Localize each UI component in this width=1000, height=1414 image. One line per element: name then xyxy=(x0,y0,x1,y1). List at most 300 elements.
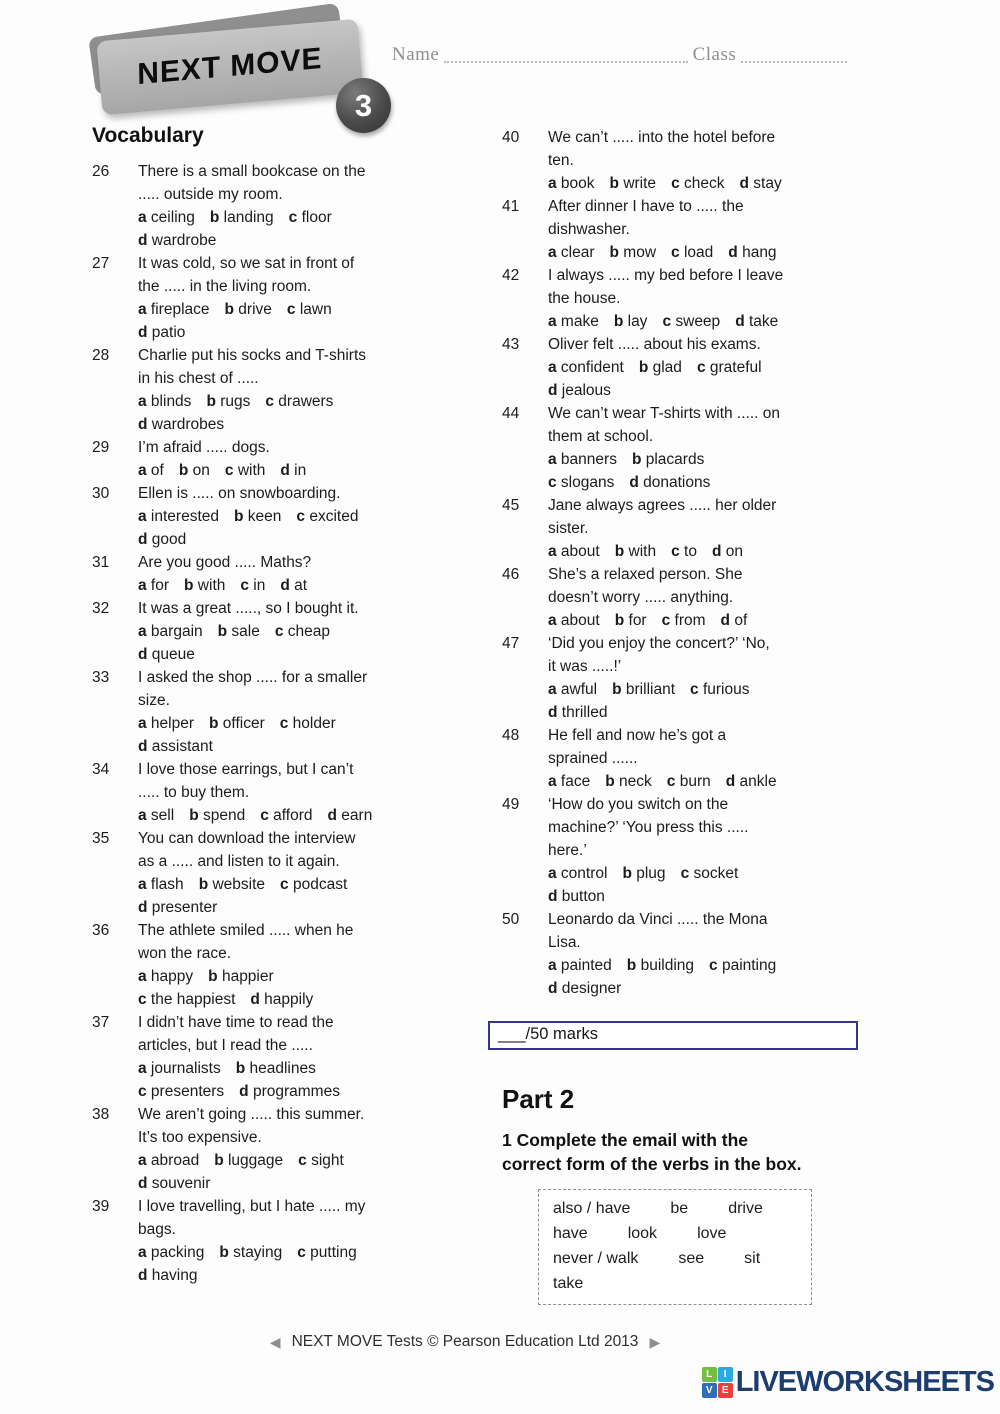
option-item xyxy=(208,968,273,985)
option-letter: d xyxy=(711,543,722,560)
option-letter: a xyxy=(548,451,557,468)
option-letter: d xyxy=(138,646,148,663)
option-letter: b xyxy=(614,612,625,629)
question-number: 26 xyxy=(92,163,110,180)
option-text: of xyxy=(730,612,748,629)
option-item xyxy=(225,301,272,318)
question-stem-line: Lisa. xyxy=(548,934,581,951)
option-letter: d xyxy=(548,888,558,905)
verb-box-row xyxy=(553,1221,811,1246)
option-item xyxy=(280,715,336,732)
question-options-line xyxy=(548,609,878,632)
question-body xyxy=(548,126,878,195)
question-item xyxy=(92,1103,468,1195)
question-body xyxy=(138,344,468,436)
option-text: with xyxy=(193,577,226,594)
option-item xyxy=(548,681,597,698)
option-text: ankle xyxy=(735,773,777,790)
questions-left xyxy=(92,160,468,1287)
option-letter: a xyxy=(138,968,147,985)
question-stem-line: It’s too expensive. xyxy=(138,1129,262,1146)
option-item xyxy=(138,1152,199,1169)
level-badge: 3 xyxy=(336,78,391,133)
option-text: of xyxy=(146,462,164,479)
question-item xyxy=(502,632,878,724)
option-text: slogans xyxy=(556,474,615,491)
verb-item: never / walk xyxy=(553,1250,639,1267)
option-item xyxy=(138,646,195,663)
question-number: 44 xyxy=(502,405,520,422)
question-options-line xyxy=(548,885,878,908)
question-body xyxy=(548,724,878,793)
option-text: happier xyxy=(217,968,274,985)
right-column xyxy=(498,126,878,1305)
option-text: interested xyxy=(146,508,220,525)
option-item xyxy=(138,324,185,341)
left-column xyxy=(92,124,468,1287)
question-options-line xyxy=(138,574,468,597)
option-text: clear xyxy=(556,244,595,261)
question-stem-line: We can’t ..... into the hotel before xyxy=(548,129,776,146)
option-item xyxy=(709,957,776,974)
option-letter: c xyxy=(680,865,690,882)
option-item xyxy=(548,957,612,974)
question-options-line xyxy=(138,1241,468,1264)
option-text: helper xyxy=(146,715,195,732)
option-item xyxy=(138,1267,197,1284)
option-item xyxy=(250,991,313,1008)
option-letter: c xyxy=(671,244,680,261)
option-letter: a xyxy=(138,1244,147,1261)
option-text: the happiest xyxy=(146,991,236,1008)
question-item xyxy=(92,482,468,551)
question-options-line xyxy=(138,321,468,344)
option-letter: c xyxy=(296,508,306,525)
option-item xyxy=(667,773,711,790)
option-letter: c xyxy=(240,577,249,594)
option-letter: d xyxy=(720,612,731,629)
question-options-line xyxy=(548,241,878,264)
option-letter: d xyxy=(548,704,558,721)
option-text: to xyxy=(679,543,697,560)
verb-item: also / have xyxy=(553,1200,631,1217)
option-item xyxy=(662,313,720,330)
option-text: face xyxy=(556,773,591,790)
option-letter: b xyxy=(234,508,244,525)
option-text: souvenir xyxy=(147,1175,211,1192)
option-text: podcast xyxy=(288,876,348,893)
option-letter: b xyxy=(638,359,649,376)
question-number: 34 xyxy=(92,761,110,778)
question-options-line xyxy=(138,873,468,896)
question-stem-line: It was cold, so we sat in front of xyxy=(138,255,355,272)
option-text: sweep xyxy=(671,313,721,330)
option-letter: a xyxy=(548,957,557,974)
option-item xyxy=(239,1083,340,1100)
question-body xyxy=(138,1103,468,1195)
option-text: happy xyxy=(146,968,194,985)
question-item xyxy=(502,724,878,793)
option-letter: d xyxy=(138,232,148,249)
option-text: headlines xyxy=(245,1060,316,1077)
question-stem-line: We aren’t going ..... this summer. xyxy=(138,1106,365,1123)
question-number: 29 xyxy=(92,439,110,456)
option-text: socket xyxy=(689,865,739,882)
option-text: sight xyxy=(306,1152,344,1169)
option-text: on xyxy=(721,543,743,560)
option-text: drawers xyxy=(274,393,334,410)
option-item xyxy=(236,1060,316,1077)
question-stem-line: in his chest of ..... xyxy=(138,370,259,387)
option-text: banners xyxy=(556,451,617,468)
option-text: mow xyxy=(619,244,657,261)
option-text: from xyxy=(670,612,706,629)
option-letter: d xyxy=(138,416,148,433)
question-options-line xyxy=(138,988,468,1011)
option-text: floor xyxy=(297,209,332,226)
option-letter: c xyxy=(662,313,672,330)
question-stem-line: articles, but I read the ..... xyxy=(138,1037,313,1054)
option-text: afford xyxy=(268,807,313,824)
option-item xyxy=(610,175,657,192)
question-stem-line: machine?’ ‘You press this ..... xyxy=(548,819,749,836)
option-text: make xyxy=(556,313,599,330)
question-number: 33 xyxy=(92,669,110,686)
option-item xyxy=(138,807,174,824)
option-text: excited xyxy=(305,508,359,525)
option-item xyxy=(697,359,762,376)
option-text: in xyxy=(249,577,266,594)
option-letter: d xyxy=(138,738,148,755)
option-text: plug xyxy=(631,865,666,882)
option-item xyxy=(548,175,595,192)
option-item xyxy=(627,957,694,974)
liveworksheets-logo[interactable] xyxy=(702,1366,994,1399)
option-letter: c xyxy=(279,715,289,732)
option-text: drive xyxy=(234,301,272,318)
option-item xyxy=(280,577,307,594)
question-item xyxy=(92,597,468,666)
option-text: presenter xyxy=(147,899,218,916)
option-text: website xyxy=(208,876,266,893)
option-item xyxy=(289,209,332,226)
question-item xyxy=(502,333,878,402)
option-text: building xyxy=(636,957,695,974)
question-body xyxy=(138,827,468,919)
option-item xyxy=(138,508,219,525)
question-options-line xyxy=(138,390,468,413)
option-item xyxy=(138,209,195,226)
question-options-line xyxy=(138,413,468,436)
question-options-line xyxy=(138,643,468,666)
option-item xyxy=(138,899,217,916)
question-options-line xyxy=(138,206,468,229)
option-text: on xyxy=(188,462,210,479)
option-text: holder xyxy=(288,715,336,732)
option-item xyxy=(548,980,621,997)
question-stem-line: ..... to buy them. xyxy=(138,784,250,801)
option-letter: a xyxy=(138,462,147,479)
option-text: rugs xyxy=(215,393,251,410)
question-body xyxy=(138,666,468,758)
option-letter: d xyxy=(138,324,148,341)
option-item xyxy=(610,244,657,261)
option-item xyxy=(138,968,193,985)
question-number: 41 xyxy=(502,198,520,215)
option-text: earn xyxy=(336,807,373,824)
option-letter: d xyxy=(739,175,749,192)
question-item xyxy=(92,758,468,827)
option-item xyxy=(605,773,652,790)
part2-title: Part 2 xyxy=(502,1084,575,1114)
option-letter: d xyxy=(250,991,260,1008)
option-item xyxy=(548,704,607,721)
part2-instruction-line: correct form of the verbs in the box. xyxy=(502,1154,802,1174)
option-letter: d xyxy=(280,577,290,594)
question-body xyxy=(138,436,468,482)
verb-item: look xyxy=(627,1225,658,1242)
option-letter: b xyxy=(198,876,209,893)
option-text: presenters xyxy=(146,1083,225,1100)
option-item xyxy=(265,393,333,410)
option-item xyxy=(639,359,682,376)
verb-box-row xyxy=(553,1246,811,1271)
option-text: staying xyxy=(228,1244,283,1261)
option-letter: c xyxy=(297,1244,306,1261)
option-item xyxy=(138,416,224,433)
marks-box xyxy=(488,1021,858,1050)
option-letter: b xyxy=(184,577,194,594)
question-item xyxy=(502,908,878,1000)
question-stem-line: here.’ xyxy=(548,842,587,859)
option-letter: a xyxy=(138,1152,147,1169)
option-letter: b xyxy=(609,244,619,261)
option-text: patio xyxy=(147,324,186,341)
question-number: 48 xyxy=(502,727,520,744)
question-stem-line: dishwasher. xyxy=(548,221,630,238)
question-number: 38 xyxy=(92,1106,110,1123)
option-text: about xyxy=(556,543,600,560)
question-options-line xyxy=(138,1172,468,1195)
option-item xyxy=(328,807,373,824)
option-item xyxy=(681,865,739,882)
question-options-line xyxy=(548,540,878,563)
question-stem-line: Jane always agrees ..... her older xyxy=(548,497,777,514)
option-letter: d xyxy=(138,1175,148,1192)
question-options-line xyxy=(138,298,468,321)
option-letter: c xyxy=(265,393,274,410)
option-text: queue xyxy=(147,646,195,663)
question-options-line xyxy=(138,1264,468,1287)
question-options-line xyxy=(138,528,468,551)
option-item xyxy=(234,508,281,525)
option-letter: c xyxy=(548,474,557,491)
question-item xyxy=(92,551,468,597)
option-letter: c xyxy=(288,209,298,226)
verb-item: take xyxy=(553,1275,584,1292)
option-item xyxy=(671,244,713,261)
question-stem-line: doesn’t worry ..... anything. xyxy=(548,589,734,606)
option-letter: b xyxy=(189,807,199,824)
footer-text: NEXT MOVE Tests © Pearson Education Ltd 2013 xyxy=(291,1333,639,1350)
question-options-line xyxy=(138,620,468,643)
option-text: sell xyxy=(146,807,175,824)
option-item xyxy=(298,1152,344,1169)
option-text: programmes xyxy=(248,1083,340,1100)
option-text: keen xyxy=(243,508,282,525)
option-text: ceiling xyxy=(146,209,195,226)
option-letter: a xyxy=(138,807,147,824)
logo-tile-i: I xyxy=(718,1367,733,1382)
option-text: landing xyxy=(219,209,274,226)
option-letter: b xyxy=(217,623,228,640)
option-item xyxy=(671,175,724,192)
option-letter: b xyxy=(214,1152,224,1169)
question-stem-line: it was .....!’ xyxy=(548,658,622,675)
option-letter: d xyxy=(548,382,558,399)
option-letter: d xyxy=(138,1267,148,1284)
question-number: 36 xyxy=(92,922,110,939)
question-number: 40 xyxy=(502,129,520,146)
option-text: for xyxy=(146,577,170,594)
option-letter: b xyxy=(224,301,234,318)
question-item xyxy=(502,793,878,908)
question-item xyxy=(502,563,878,632)
option-text: neck xyxy=(614,773,652,790)
option-item xyxy=(138,1060,221,1077)
question-body xyxy=(548,494,878,563)
option-letter: c xyxy=(690,681,699,698)
option-text: hang xyxy=(737,244,777,261)
option-text: awful xyxy=(556,681,598,698)
option-text: fireplace xyxy=(146,301,210,318)
option-letter: b xyxy=(622,865,632,882)
prev-page-icon: ◀ xyxy=(269,1334,281,1350)
option-letter: a xyxy=(548,773,557,790)
question-number: 31 xyxy=(92,554,110,571)
option-text: painting xyxy=(717,957,777,974)
option-letter: d xyxy=(280,462,290,479)
option-text: glad xyxy=(648,359,682,376)
option-letter: b xyxy=(613,313,624,330)
question-number: 45 xyxy=(502,497,520,514)
logo-tile-v: V xyxy=(702,1383,717,1398)
question-item xyxy=(92,919,468,1011)
question-options-line xyxy=(138,804,468,827)
option-text: painted xyxy=(556,957,612,974)
option-item xyxy=(297,1244,356,1261)
option-item xyxy=(629,474,710,491)
option-item xyxy=(548,382,611,399)
option-letter: b xyxy=(631,451,642,468)
option-item xyxy=(138,738,213,755)
option-item xyxy=(184,577,225,594)
option-text: load xyxy=(679,244,714,261)
name-class-row xyxy=(392,44,847,66)
option-letter: a xyxy=(548,313,557,330)
option-item xyxy=(138,1175,210,1192)
option-letter: c xyxy=(138,991,147,1008)
question-stem-line: bags. xyxy=(138,1221,176,1238)
next-page-icon: ▶ xyxy=(649,1334,661,1350)
question-number: 30 xyxy=(92,485,110,502)
option-text: lawn xyxy=(295,301,332,318)
option-text: blinds xyxy=(146,393,192,410)
question-stem-line: ..... outside my room. xyxy=(138,186,283,203)
option-letter: a xyxy=(138,1060,147,1077)
question-body xyxy=(138,252,468,344)
option-item xyxy=(210,209,274,226)
question-options-line xyxy=(138,1057,468,1080)
option-text: with xyxy=(624,543,657,560)
question-number: 35 xyxy=(92,830,110,847)
question-stem-line: It was a great ....., so I bought it. xyxy=(138,600,359,617)
option-letter: b xyxy=(609,175,620,192)
option-letter: d xyxy=(138,531,148,548)
option-item xyxy=(280,462,306,479)
option-item xyxy=(548,313,599,330)
option-letter: d xyxy=(327,807,337,824)
option-letter: b xyxy=(626,957,637,974)
option-item xyxy=(735,313,778,330)
option-item xyxy=(548,244,595,261)
question-body xyxy=(138,482,468,551)
option-item xyxy=(548,612,600,629)
option-item xyxy=(138,531,186,548)
option-text: flash xyxy=(146,876,184,893)
question-stem-line: the ..... in the living room. xyxy=(138,278,312,295)
option-item xyxy=(721,612,748,629)
question-number: 42 xyxy=(502,267,520,284)
question-options-line xyxy=(548,356,878,379)
option-item xyxy=(726,773,777,790)
option-text: grateful xyxy=(705,359,762,376)
option-item xyxy=(219,1244,282,1261)
option-letter: c xyxy=(286,301,296,318)
option-letter: d xyxy=(725,773,736,790)
question-number: 46 xyxy=(502,566,520,583)
option-item xyxy=(138,577,169,594)
verb-item: drive xyxy=(728,1200,763,1217)
question-options-line xyxy=(548,954,878,977)
next-move-logo xyxy=(93,14,393,126)
option-item xyxy=(548,543,600,560)
option-text: about xyxy=(556,612,600,629)
option-text: placards xyxy=(641,451,705,468)
option-text: putting xyxy=(305,1244,357,1261)
question-number: 43 xyxy=(502,336,520,353)
option-item xyxy=(548,451,617,468)
option-letter: b xyxy=(219,1244,229,1261)
verb-item: sit xyxy=(744,1250,761,1267)
option-item xyxy=(548,865,607,882)
question-stem-line: sister. xyxy=(548,520,589,537)
question-item xyxy=(92,827,468,919)
option-item xyxy=(225,462,266,479)
option-text: designer xyxy=(557,980,622,997)
option-letter: c xyxy=(666,773,676,790)
option-text: assistant xyxy=(147,738,213,755)
question-item xyxy=(502,264,878,333)
question-stem-line: She’s a relaxed person. She xyxy=(548,566,743,583)
option-item xyxy=(615,612,647,629)
option-item xyxy=(622,865,665,882)
option-letter: c xyxy=(696,359,706,376)
question-options-line xyxy=(548,310,878,333)
question-stem-line: them at school. xyxy=(548,428,654,445)
name-label: Name xyxy=(392,44,440,65)
option-letter: b xyxy=(208,968,218,985)
